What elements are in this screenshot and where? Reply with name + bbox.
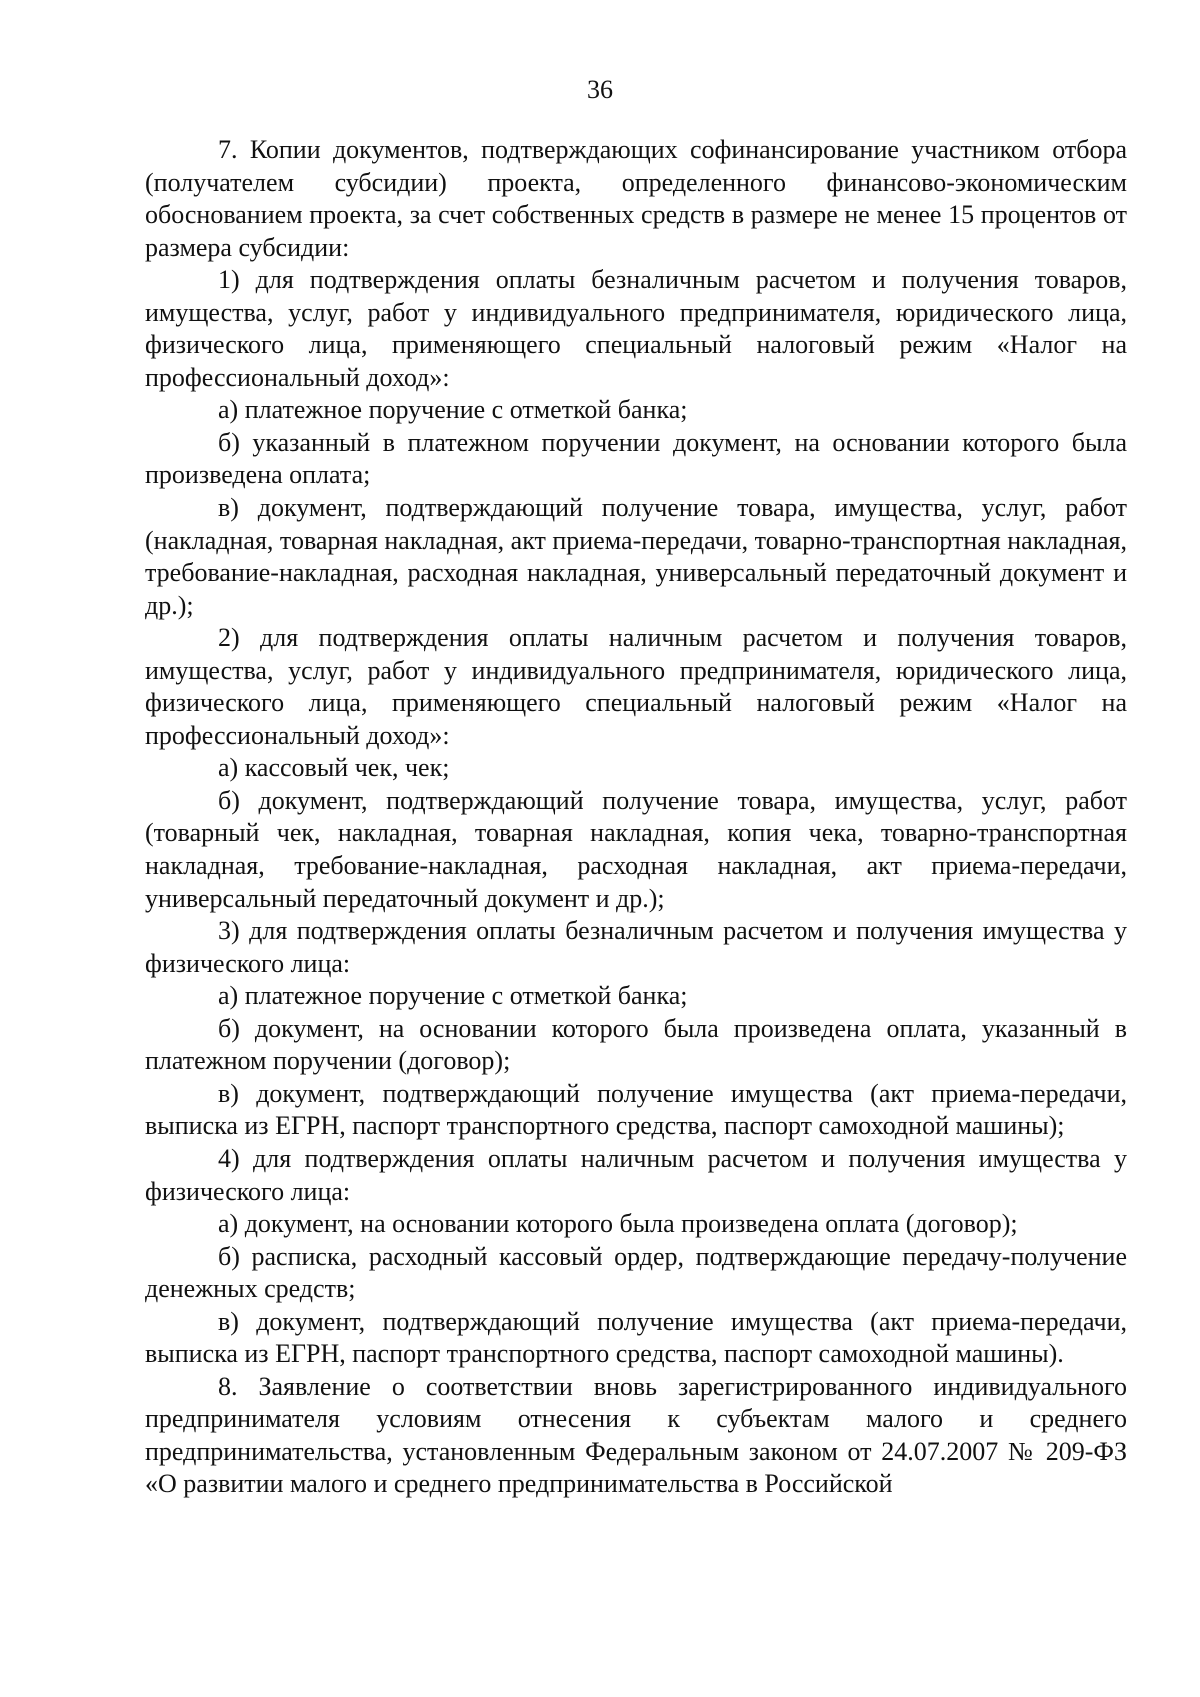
paragraph-item-7: 7. Копии документов, подтверждающих софинансирование участником отбора (получателем субсидии) проекта, определенного финансово-экономическим обоснованием проекта, за счет собственных средств в размере не менее 15 процентов от размера субсидии: [145,135,1127,262]
paragraph-subitem-3b: б) документ, на основании которого была произведена оплата, указанный в платежном поручении (договор); [145,1013,1127,1076]
paragraph-subitem-1b: б) указанный в платежном поручении документ, на основании которого была произведена оплата; [145,427,1127,490]
paragraph-subitem-2: 2) для подтверждения оплаты наличным расчетом и получения товаров, имущества, услуг, работ у индивидуального предпринимателя, юридического лица, физического лица, применяющего специальный налоговый режим «Налог на профессиональный доход»: [145,623,1127,750]
paragraph-subitem-4c: в) документ, подтверждающий получение имущества (акт приема-передачи, выписка из ЕГРН, паспорт транспортного средства, паспорт самоходной машины). [145,1306,1127,1369]
paragraph-subitem-4: 4) для подтверждения оплаты наличным расчетом и получения имущества у физического лица: [145,1143,1127,1206]
paragraph-subitem-2b: б) документ, подтверждающий получение товара, имущества, услуг, работ (товарный чек, накладная, товарная накладная, копия чека, товарно-транспортная накладная, требование-накладная, расходная накладная, акт приема-передачи, универсальный передаточный документ и др.); [145,785,1127,913]
paragraph-subitem-1a: а) платежное поручение с отметкой банка; [218,395,688,425]
paragraph-subitem-1: 1) для подтверждения оплаты безналичным расчетом и получения товаров, имущества, услуг, работ у индивидуального предпринимателя, юридического лица, физического лица, применяющего специальный налоговый режим «Налог на профессиональный доход»: [145,265,1127,392]
paragraph-subitem-3: 3) для подтверждения оплаты безналичным расчетом и получения имущества у физического лица: [145,916,1127,978]
document-body [145,134,1127,1501]
paragraph-subitem-2a: а) кассовый чек, чек; [218,753,450,783]
paragraph-subitem-3a: а) платежное поручение с отметкой банка; [218,981,688,1011]
paragraph-item-8: 8. Заявление о соответствии вновь зарегистрированного индивидуального предпринимателя условиям отнесения к субъектам малого и среднего предпринимательства, установленным Федеральным законом от 24.07.2007 № 209-ФЗ «О развитии малого и среднего предпринимательства в Российской [145,1371,1127,1499]
paragraph-subitem-1c: в) документ, подтверждающий получение товара, имущества, услуг, работ (накладная, товарная накладная, акт приема-передачи, товарно-транспортная накладная, требование-накладная, расходная накладная, универсальный передаточный документ и др.); [145,493,1127,620]
paragraph-subitem-4a: а) документ, на основании которого была произведена оплата (договор); [218,1209,1018,1239]
paragraph-subitem-4b: б) расписка, расходный кассовый ордер, подтверждающие передачу-получение денежных средств; [145,1241,1127,1304]
paragraph-subitem-3c: в) документ, подтверждающий получение имущества (акт приема-передачи, выписка из ЕГРН, паспорт транспортного средства, паспорт самоходной машины); [145,1078,1127,1141]
page-number: 36 [587,75,613,104]
